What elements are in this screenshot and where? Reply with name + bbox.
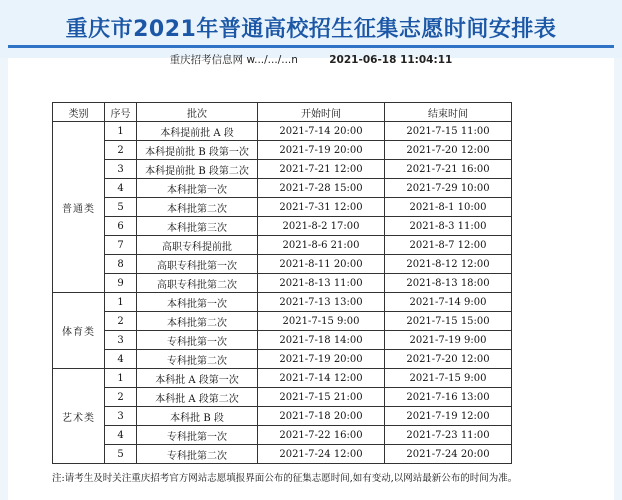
- table-row: [53, 274, 512, 293]
- title-divider: [8, 45, 614, 48]
- start-time-cell: 2021-7-22 16:00: [258, 426, 385, 445]
- batch-cell: 专科批第二次: [137, 445, 258, 464]
- start-time-cell: 2021-8-2 17:00: [258, 217, 385, 236]
- end-time-cell: 2021-8-12 12:00: [385, 255, 512, 274]
- batch-cell: 高职专科批第二次: [137, 274, 258, 293]
- column-header-category: 类别: [53, 103, 105, 122]
- batch-cell: 专科批第二次: [137, 350, 258, 369]
- table-body: [53, 122, 512, 464]
- number-cell: 4: [105, 179, 137, 198]
- table-row: [53, 407, 512, 426]
- batch-cell: 本科批第一次: [137, 293, 258, 312]
- batch-cell: 本科批 B 段: [137, 407, 258, 426]
- end-time-cell: 2021-7-23 11:00: [385, 426, 512, 445]
- end-time-cell: 2021-7-16 13:00: [385, 388, 512, 407]
- table-row: [53, 160, 512, 179]
- table-row: [53, 388, 512, 407]
- table-row: [53, 369, 512, 388]
- number-cell: 4: [105, 350, 137, 369]
- publish-datetime: 2021-06-18 11:04:11: [329, 54, 453, 66]
- number-cell: 6: [105, 217, 137, 236]
- start-time-cell: 2021-8-6 21:00: [258, 236, 385, 255]
- number-cell: 5: [105, 198, 137, 217]
- start-time-cell: 2021-7-21 12:00: [258, 160, 385, 179]
- table-row: [53, 445, 512, 464]
- footnote: 注:请考生及时关注重庆招考官方网站志愿填报界面公布的征集志愿时间,如有变动,以网站最新公布的时间为准。: [52, 473, 518, 484]
- end-time-cell: 2021-7-19 9:00: [385, 331, 512, 350]
- number-cell: 2: [105, 141, 137, 160]
- column-header-start-time: 开始时间: [258, 103, 385, 122]
- start-time-cell: 2021-7-14 20:00: [258, 122, 385, 141]
- source-label: 重庆招考信息网 w.../.../...n: [169, 54, 298, 66]
- number-cell: 1: [105, 122, 137, 141]
- end-time-cell: 2021-8-1 10:00: [385, 198, 512, 217]
- start-time-cell: 2021-7-15 21:00: [258, 388, 385, 407]
- batch-cell: 本科批第二次: [137, 312, 258, 331]
- end-time-cell: 2021-7-24 20:00: [385, 445, 512, 464]
- end-time-cell: 2021-8-7 12:00: [385, 236, 512, 255]
- number-cell: 2: [105, 312, 137, 331]
- start-time-cell: 2021-7-31 12:00: [258, 198, 385, 217]
- start-time-cell: 2021-7-19 20:00: [258, 141, 385, 160]
- article-meta: [0, 52, 622, 67]
- batch-cell: 本科提前批 B 段第一次: [137, 141, 258, 160]
- column-header-batch: 批次: [137, 103, 258, 122]
- end-time-cell: 2021-8-3 11:00: [385, 217, 512, 236]
- start-time-cell: 2021-7-24 12:00: [258, 445, 385, 464]
- start-time-cell: 2021-7-13 13:00: [258, 293, 385, 312]
- number-cell: 9: [105, 274, 137, 293]
- end-time-cell: 2021-7-20 12:00: [385, 350, 512, 369]
- end-time-cell: 2021-7-15 11:00: [385, 122, 512, 141]
- end-time-cell: 2021-8-13 18:00: [385, 274, 512, 293]
- batch-cell: 专科批第一次: [137, 426, 258, 445]
- category-cell: 体育类: [53, 293, 105, 369]
- number-cell: 8: [105, 255, 137, 274]
- start-time-cell: 2021-8-13 11:00: [258, 274, 385, 293]
- batch-cell: 本科提前批 B 段第二次: [137, 160, 258, 179]
- number-cell: 5: [105, 445, 137, 464]
- table-row: [53, 122, 512, 141]
- end-time-cell: 2021-7-29 10:00: [385, 179, 512, 198]
- number-cell: 7: [105, 236, 137, 255]
- table-header-row: [53, 103, 512, 122]
- table-row: [53, 198, 512, 217]
- schedule-table: [52, 102, 512, 464]
- batch-cell: 本科提前批 A 段: [137, 122, 258, 141]
- page-title: 重庆市2021年普通高校招生征集志愿时间安排表: [65, 17, 557, 42]
- start-time-cell: 2021-7-19 20:00: [258, 350, 385, 369]
- batch-cell: 本科批 A 段第二次: [137, 388, 258, 407]
- number-cell: 2: [105, 388, 137, 407]
- batch-cell: 高职专科批第一次: [137, 255, 258, 274]
- start-time-cell: 2021-7-28 15:00: [258, 179, 385, 198]
- end-time-cell: 2021-7-21 16:00: [385, 160, 512, 179]
- end-time-cell: 2021-7-19 12:00: [385, 407, 512, 426]
- number-cell: 3: [105, 331, 137, 350]
- start-time-cell: 2021-7-18 20:00: [258, 407, 385, 426]
- column-header-number: 序号: [105, 103, 137, 122]
- number-cell: 3: [105, 407, 137, 426]
- table-row: [53, 350, 512, 369]
- category-cell: 艺术类: [53, 369, 105, 464]
- start-time-cell: 2021-8-11 20:00: [258, 255, 385, 274]
- start-time-cell: 2021-7-18 14:00: [258, 331, 385, 350]
- table-row: [53, 293, 512, 312]
- batch-cell: 本科批第三次: [137, 217, 258, 236]
- right-margin: [614, 58, 622, 500]
- table-row: [53, 331, 512, 350]
- batch-cell: 高职专科提前批: [137, 236, 258, 255]
- number-cell: 4: [105, 426, 137, 445]
- left-margin: [0, 58, 8, 500]
- end-time-cell: 2021-7-15 9:00: [385, 369, 512, 388]
- end-time-cell: 2021-7-20 12:00: [385, 141, 512, 160]
- batch-cell: 本科批 A 段第一次: [137, 369, 258, 388]
- column-header-end-time: 结束时间: [385, 103, 512, 122]
- start-time-cell: 2021-7-15 9:00: [258, 312, 385, 331]
- table-row: [53, 255, 512, 274]
- batch-cell: 本科批第一次: [137, 179, 258, 198]
- category-cell: 普通类: [53, 122, 105, 293]
- number-cell: 1: [105, 293, 137, 312]
- batch-cell: 本科批第二次: [137, 198, 258, 217]
- table-row: [53, 179, 512, 198]
- table-row: [53, 217, 512, 236]
- batch-cell: 专科批第一次: [137, 331, 258, 350]
- table-row: [53, 426, 512, 445]
- table-row: [53, 236, 512, 255]
- start-time-cell: 2021-7-14 12:00: [258, 369, 385, 388]
- table-row: [53, 312, 512, 331]
- number-cell: 1: [105, 369, 137, 388]
- table-row: [53, 141, 512, 160]
- number-cell: 3: [105, 160, 137, 179]
- end-time-cell: 2021-7-15 15:00: [385, 312, 512, 331]
- end-time-cell: 2021-7-14 9:00: [385, 293, 512, 312]
